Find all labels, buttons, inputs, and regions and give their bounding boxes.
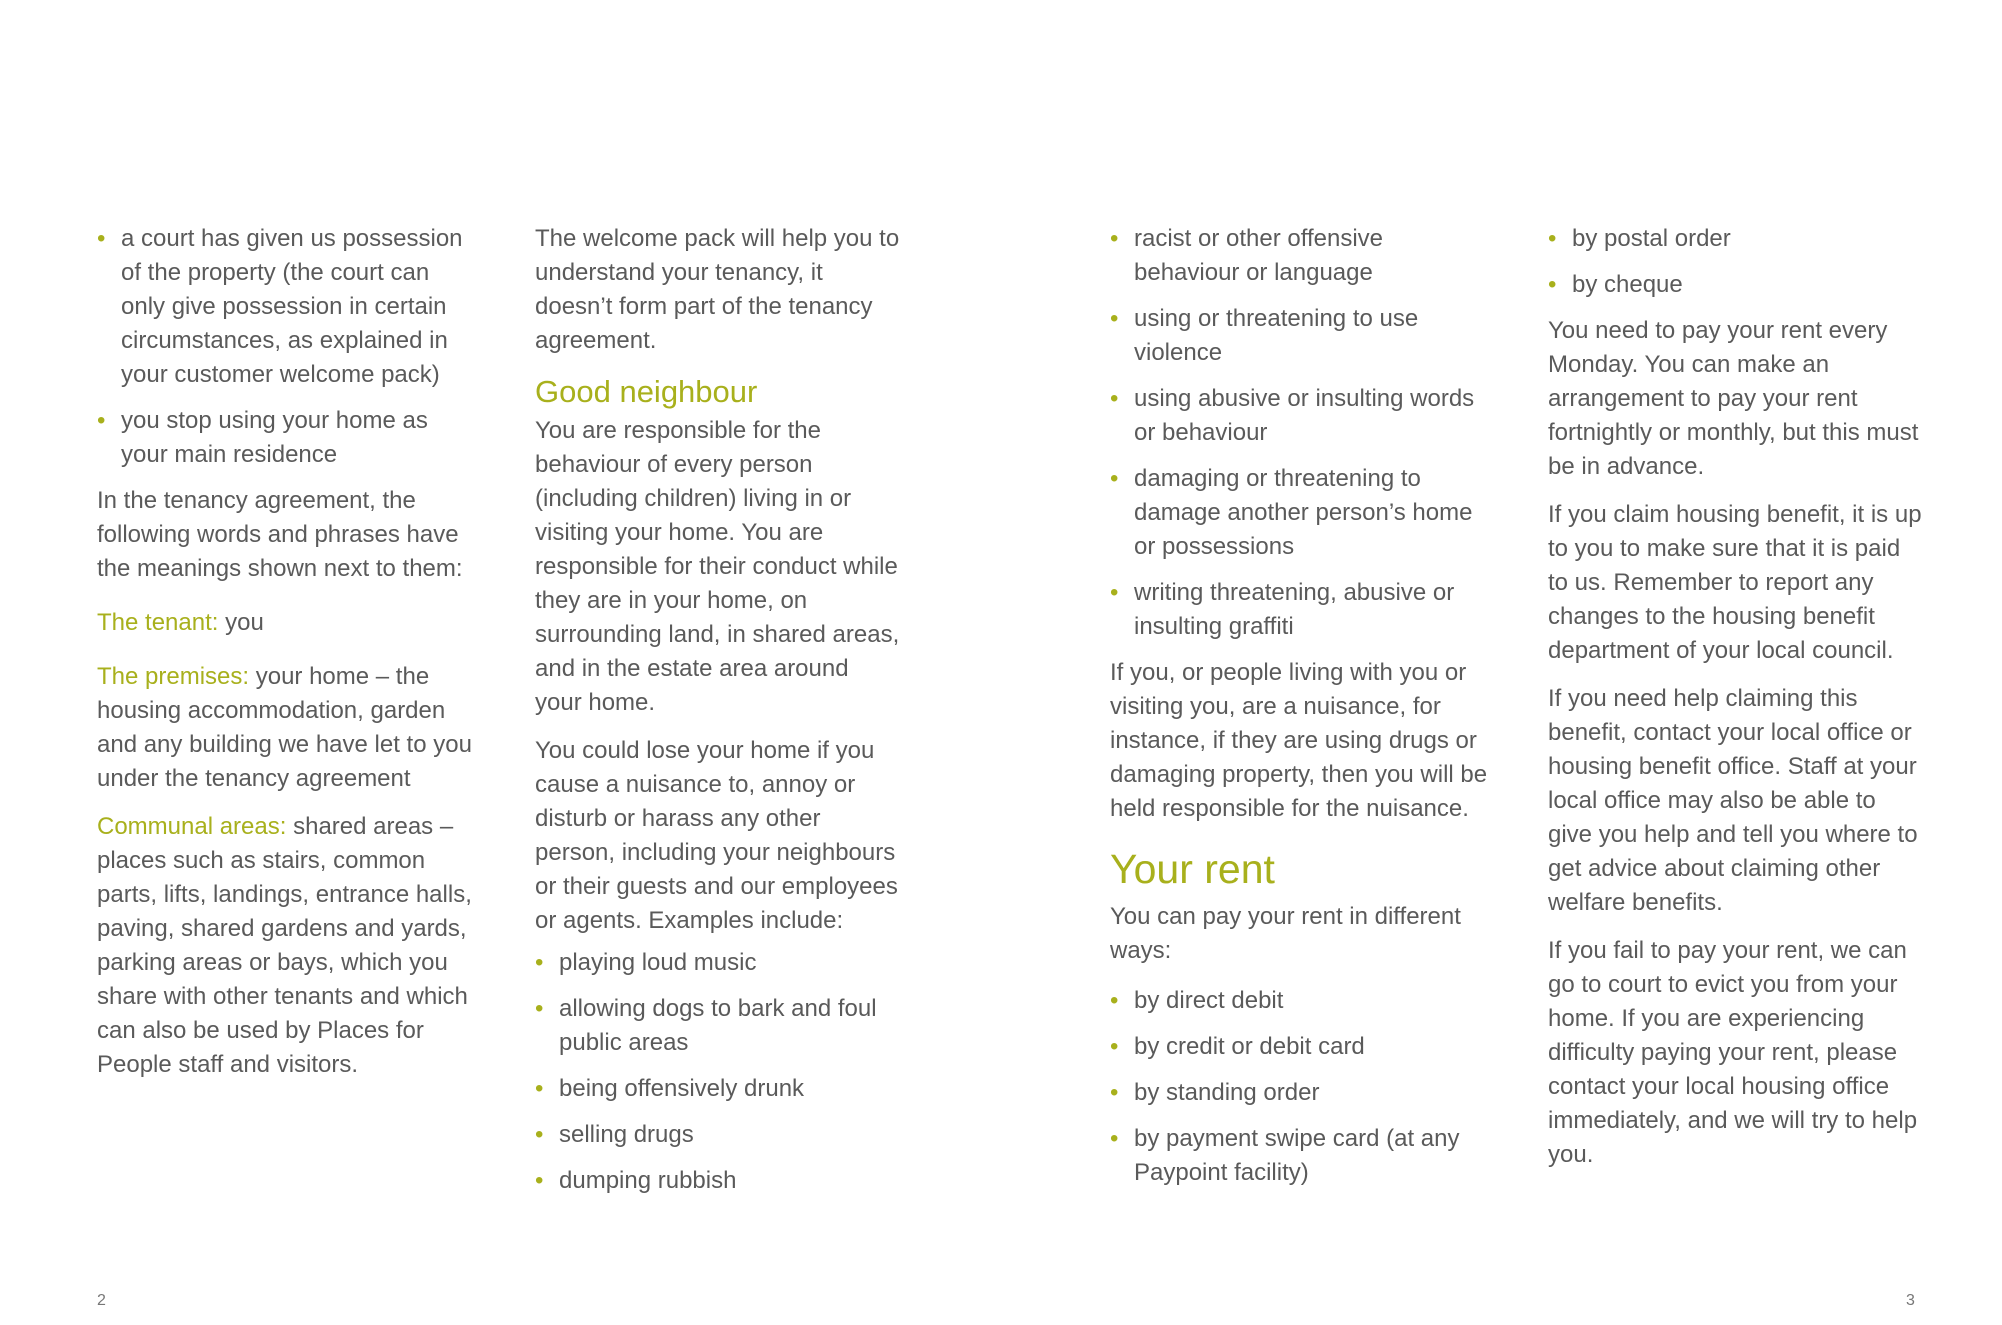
column-2 bbox=[535, 222, 900, 1210]
page-number-left: 2 bbox=[97, 1292, 106, 1309]
list-item: • a court has given us possession of the property (the court can only give possession in certain circumstances, as explained in your customer welcome pack) bbox=[97, 222, 477, 392]
welcome-pack-text: The welcome pack will help you to understand your tenancy, it doesn’t form part of the tenancy agreement. bbox=[535, 225, 900, 354]
list-item: • using or threatening to use violence bbox=[1110, 302, 1490, 370]
column-4 bbox=[1548, 222, 1923, 1186]
payment-methods-list bbox=[1110, 984, 1490, 1190]
page-number-right: 3 bbox=[1906, 1292, 1915, 1309]
list-item: • by cheque bbox=[1548, 268, 1923, 302]
column-1 bbox=[97, 222, 477, 1096]
list-item: • damaging or threatening to damage another person’s home or possessions bbox=[1110, 462, 1490, 564]
definition-term: The tenant: bbox=[97, 609, 219, 636]
definition-term: The premises: bbox=[97, 663, 250, 690]
list-item: • by payment swipe card (at any Paypoint facility) bbox=[1110, 1122, 1490, 1190]
good-neighbour-heading: Good neighbour bbox=[535, 374, 758, 409]
list-item: • allowing dogs to bark and foul public areas bbox=[535, 992, 900, 1060]
column-3 bbox=[1110, 222, 1490, 1202]
list-item: • you stop using your home as your main residence bbox=[97, 404, 477, 472]
definitions-intro: In the tenancy agreement, the following words and phrases have the meanings shown next to them: bbox=[97, 487, 463, 582]
list-item: • by direct debit bbox=[1110, 984, 1490, 1018]
list-item: • by postal order bbox=[1548, 222, 1923, 256]
definition-text: your home – the housing accommodation, garden and any building we have let to you under the tenancy agreement bbox=[97, 663, 472, 792]
nuisance-warning-text: You could lose your home if you cause a nuisance to, annoy or disturb or harass any other person, including your neighbours or their guests and our employees or agents. Examples include: bbox=[535, 737, 898, 934]
definition-term: Communal areas: bbox=[97, 813, 287, 840]
list-item: • racist or other offensive behaviour or language bbox=[1110, 222, 1490, 290]
housing-benefit-text: If you claim housing benefit, it is up to you to make sure that it is paid to us. Remember to report any changes to the housing benefit department of your local council. bbox=[1548, 501, 1922, 664]
nuisance-examples-cont-list bbox=[1110, 222, 1490, 644]
list-item: • using abusive or insulting words or behaviour bbox=[1110, 382, 1490, 450]
payment-methods-cont-list bbox=[1548, 222, 1923, 302]
held-responsible-text: If you, or people living with you or visiting you, are a nuisance, for instance, if they are using drugs or damaging property, then you will be held responsible for the nuisance. bbox=[1110, 659, 1488, 822]
definition-communal-areas bbox=[97, 810, 477, 1082]
list-item: • selling drugs bbox=[535, 1118, 900, 1152]
definition-premises bbox=[97, 660, 477, 796]
list-item: • by standing order bbox=[1110, 1076, 1490, 1110]
responsibility-text: You are responsible for the behaviour of every person (including children) living in or visiting your home. You are responsible for their conduct while they are in your home, on surrounding land, in shared areas, and in the estate area around your home. bbox=[535, 417, 900, 716]
definition-text: you bbox=[218, 609, 264, 636]
list-item: • playing loud music bbox=[535, 946, 900, 980]
possession-bullet-list bbox=[97, 222, 477, 472]
pay-intro-text: You can pay your rent in different ways: bbox=[1110, 903, 1461, 964]
list-item: • dumping rubbish bbox=[535, 1164, 900, 1198]
list-item: • writing threatening, abusive or insulting graffiti bbox=[1110, 576, 1490, 644]
nuisance-examples-list bbox=[535, 946, 900, 1198]
rent-schedule-text: You need to pay your rent every Monday. You can make an arrangement to pay your rent fortnightly or monthly, but this must be in advance. bbox=[1548, 317, 1919, 480]
your-rent-heading: Your rent bbox=[1110, 846, 1275, 892]
list-item: • by credit or debit card bbox=[1110, 1030, 1490, 1064]
list-item: • being offensively drunk bbox=[535, 1072, 900, 1106]
definition-text: shared areas – places such as stairs, common parts, lifts, landings, entrance halls, paving, shared gardens and yards, parking areas or bays, which you share with other tenants and which can also be used by Places for People staff and visitors. bbox=[97, 813, 472, 1078]
benefit-help-text: If you need help claiming this benefit, contact your local office or housing benefit office. Staff at your local office may also be able to give you help and tell you where to get advice about claiming other welfare benefits. bbox=[1548, 685, 1918, 916]
definition-tenant bbox=[97, 606, 477, 640]
eviction-warning-text: If you fail to pay your rent, we can go to court to evict you from your home. If you are experiencing difficulty paying your rent, please contact your local housing office immediately, and we will try to help you. bbox=[1548, 937, 1918, 1168]
